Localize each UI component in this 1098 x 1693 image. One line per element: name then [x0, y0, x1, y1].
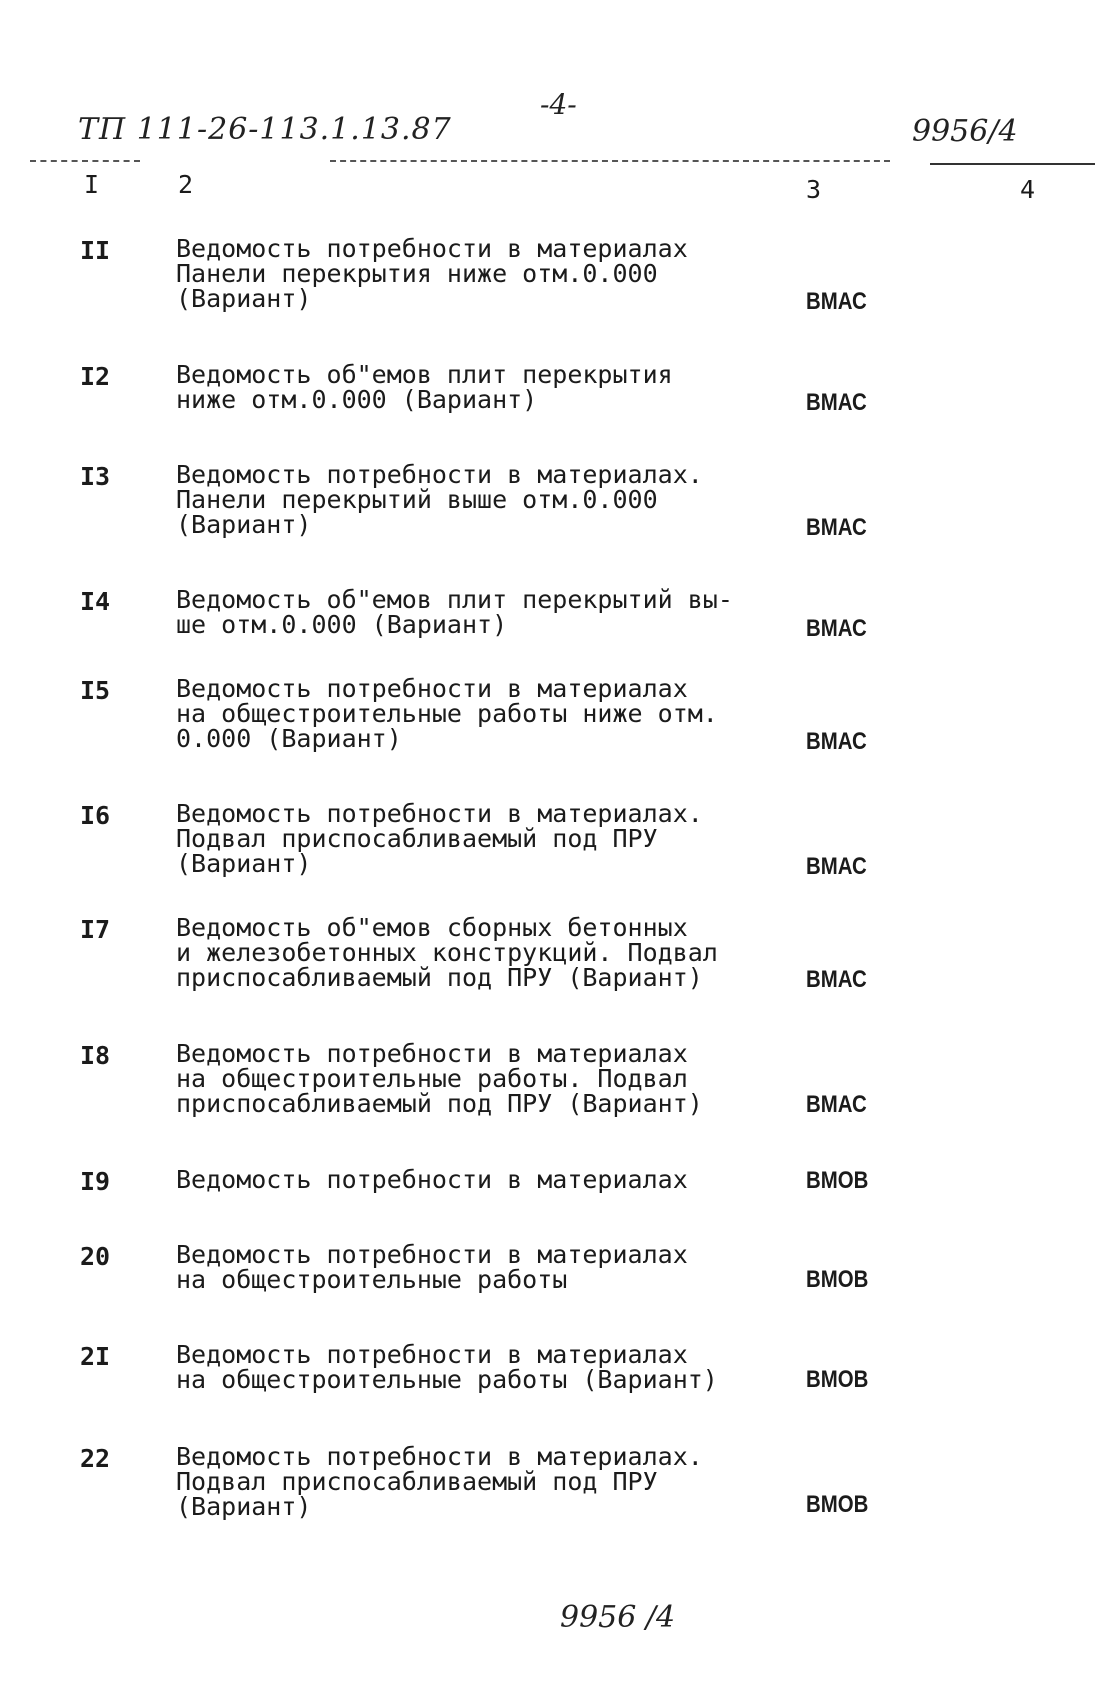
row-code: ВМАС: [806, 615, 867, 642]
row-description: Ведомость потребности в материалах на общестроительные работы ниже отм. 0.000 (Вариант): [176, 674, 718, 753]
row-number: I3: [80, 462, 111, 491]
row-code: ВМОВ: [806, 1167, 869, 1194]
row-description: Ведомость потребности в материалах: [176, 1165, 688, 1194]
column-header-1: I: [84, 170, 100, 199]
row-number: I9: [80, 1167, 111, 1196]
page-number: -4-: [540, 88, 577, 121]
column-header-3: 3: [806, 175, 822, 204]
row-code: ВМАС: [806, 288, 867, 315]
row-number: I8: [80, 1041, 111, 1070]
row-description: Ведомость об"емов плит перекрытий вы- ше отм.0.000 (Вариант): [176, 585, 733, 639]
row-number: I2: [80, 362, 111, 391]
row-number: 22: [80, 1444, 111, 1473]
column-header-2: 2: [178, 170, 194, 199]
row-code: ВМОВ: [806, 1366, 869, 1393]
row-code: ВМОВ: [806, 1491, 869, 1518]
row-code: ВМАС: [806, 1091, 867, 1118]
row-code: ВМАС: [806, 966, 867, 993]
row-description: Ведомость потребности в материалах на общестроительные работы (Вариант): [176, 1340, 718, 1394]
archive-mark-bottom: 9956 /4: [560, 1600, 676, 1635]
row-code: ВМАС: [806, 853, 867, 880]
header-rule-left: [30, 160, 140, 162]
row-number: I5: [80, 676, 111, 705]
row-description: Ведомость об"емов сборных бетонных и железобетонных конструкций. Подвал приспосабливаемый под ПРУ (Вариант): [176, 913, 718, 992]
row-number: II: [80, 236, 111, 265]
row-number: I7: [80, 915, 111, 944]
row-description: Ведомость потребности в материалах на общестроительные работы: [176, 1240, 688, 1294]
row-description: Ведомость потребности в материалах на общестроительные работы. Подвал приспосабливаемый под ПРУ (Вариант): [176, 1039, 703, 1118]
row-code: ВМАС: [806, 389, 867, 416]
header-rule-right: [930, 163, 1095, 165]
header-rule-middle: [330, 160, 890, 162]
row-description: Ведомость потребности в материалах. Подвал приспосабливаемый под ПРУ (Вариант): [176, 799, 703, 878]
document-code: ТП 111-26-113.1.13.87: [78, 112, 452, 147]
row-number: I6: [80, 801, 111, 830]
row-number: 20: [80, 1242, 111, 1271]
archive-mark-top: 9956/4: [912, 114, 1018, 149]
row-description: Ведомость об"емов плит перекрытия ниже отм.0.000 (Вариант): [176, 360, 673, 414]
row-code: ВМАС: [806, 728, 867, 755]
row-description: Ведомость потребности в материалах. Панели перекрытий выше отм.0.000 (Вариант): [176, 460, 703, 539]
row-code: ВМОВ: [806, 1266, 869, 1293]
row-number: I4: [80, 587, 111, 616]
row-number: 2I: [80, 1342, 111, 1371]
column-header-4: 4: [1020, 175, 1036, 204]
row-description: Ведомость потребности в материалах. Подвал приспосабливаемый под ПРУ (Вариант): [176, 1442, 703, 1521]
row-description: Ведомость потребности в материалах Панели перекрытия ниже отм.0.000 (Вариант): [176, 234, 688, 313]
row-code: ВМАС: [806, 514, 867, 541]
